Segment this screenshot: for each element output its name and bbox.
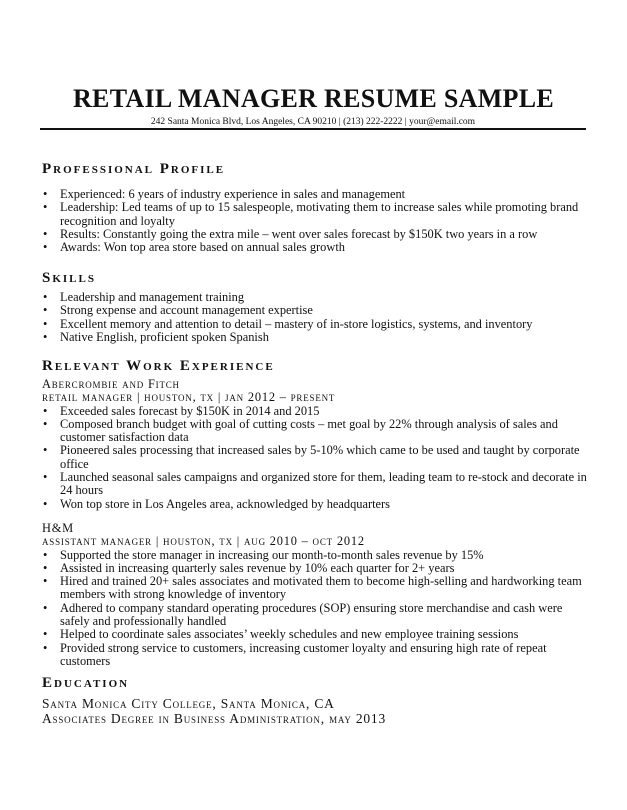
header-divider <box>40 128 586 130</box>
list-item: • Strong expense and account management expertise <box>42 304 590 317</box>
resume-title: RETAIL MANAGER RESUME SAMPLE <box>72 84 555 113</box>
experience-heading: Relevant Work Experience <box>42 358 275 374</box>
list-item: • Won top store in Los Angeles area, acknowledged by headquarters <box>42 498 590 511</box>
item-text: Constantly going the extra mile – went over sales forecast by $150K two years in a row <box>99 226 538 241</box>
skills-list <box>42 291 590 344</box>
list-item: • Exceeded sales forecast by $150K in 2014 and 2015 <box>42 405 590 418</box>
list-item: • Provided strong service to customers, increasing customer loyalty and ensuring high rate of repeat customers <box>42 642 590 669</box>
list-item: • Hired and trained 20+ sales associates and motivated them to become high-selling and hardworking team members with strong knowledge of inventory <box>42 575 590 602</box>
school-line: Santa Monica City College, Santa Monica, CA <box>42 696 335 711</box>
item-text: Won top area store based on annual sales growth <box>100 240 345 255</box>
contact-line: 242 Santa Monica Blvd, Los Angeles, CA 90210 | (213) 222-2222 | your@email.com <box>150 117 476 127</box>
list-item: • Leadership and management training <box>42 291 590 304</box>
item-text: 6 years of industry experience in sales and management <box>125 187 406 201</box>
education-section <box>42 675 590 726</box>
job-company: Abercrombie and Fitch <box>42 377 180 391</box>
list-item: • Launched seasonal sales campaigns and organized store for them, leading team to re-stock and decorate in 24 hours <box>42 471 590 498</box>
list-item: • Adhered to company standard operating procedures (SOP) ensuring store merchandise and cash were safely and professionally handled <box>42 602 590 629</box>
profile-list <box>42 188 590 254</box>
profile-section <box>42 161 590 254</box>
job-role-line: assistant manager | houston, tx | aug 2010 – oct 2012 <box>42 534 365 549</box>
item-label: Experienced: <box>60 187 126 201</box>
list-item: • Pioneered sales processing that increased sales by 5-10% which came to be used and taught by corporate office <box>42 444 590 471</box>
item-label: Results: <box>60 226 100 241</box>
list-item: • Excellent memory and attention to detail – mastery of in-store logistics, systems, and inventory <box>42 318 590 331</box>
profile-heading: Professional Profile <box>42 161 226 177</box>
list-item <box>42 188 590 201</box>
list-item <box>42 201 590 228</box>
list-item: • Helped to coordinate sales associates’ weekly schedules and new employee training sessions <box>42 628 590 641</box>
education-heading: Education <box>42 675 130 691</box>
item-label: Leadership: <box>60 200 119 215</box>
list-item: • Supported the store manager in increasing our month-to-month sales revenue by 15% <box>42 549 590 562</box>
skills-heading: Skills <box>42 270 96 286</box>
list-item <box>42 228 590 241</box>
list-item: • Native English, proficient spoken Spanish <box>42 331 590 344</box>
job-role-line: retail manager | houston, tx | jan 2012 – present <box>42 390 336 405</box>
list-item: • Assisted in increasing quarterly sales revenue by 10% each quarter for 2+ years <box>42 562 590 575</box>
item-text: Led teams of up to 15 salespeople, motivating them to increase sales while promoting brand recognition and loyalty <box>60 200 579 228</box>
item-label: Awards: <box>60 240 101 255</box>
list-item <box>42 241 590 254</box>
list-item: • Composed branch budget with goal of cutting costs – met goal by 22% through analysis of sales and customer satisfaction data <box>42 418 590 445</box>
skills-section <box>42 270 590 344</box>
experience-section <box>42 358 590 668</box>
job-list <box>42 405 590 511</box>
job-list <box>42 549 590 669</box>
job-company: H&M <box>42 520 75 535</box>
degree-line: Associates Degree in Business Administration, may 2013 <box>42 711 387 726</box>
